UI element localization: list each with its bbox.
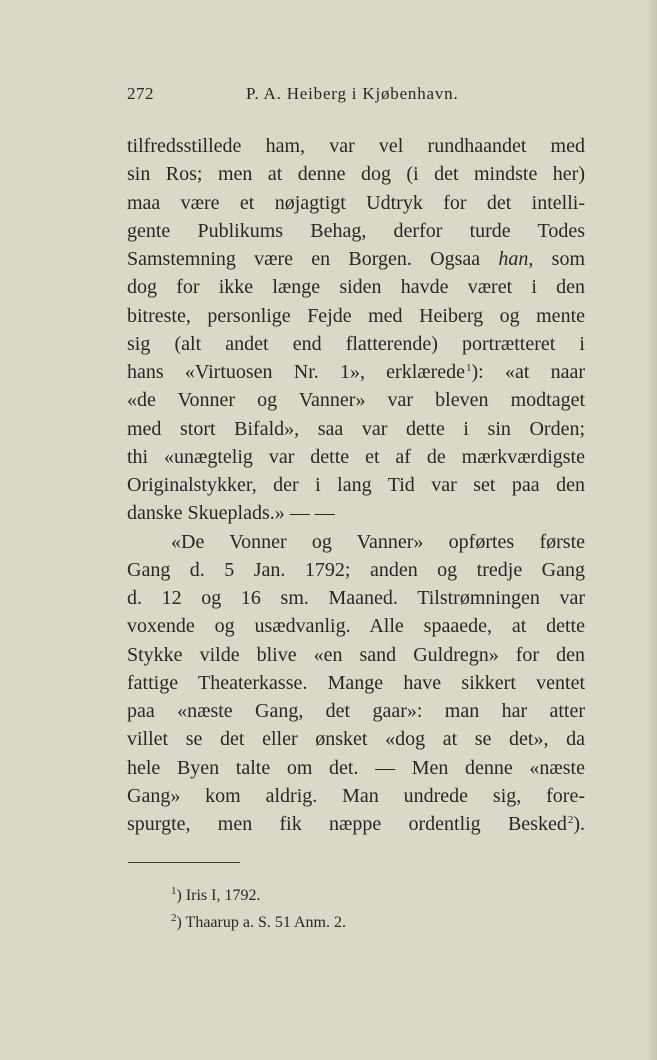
- text-line: Originalstykker, der i lang Tid var set paa den: [127, 474, 585, 496]
- text-line: «De Vonner og Vanner» opførtes første: [171, 530, 585, 553]
- footnote-ref: 1: [466, 362, 472, 374]
- text-line: «de Vonner og Vanner» var bleven modtaget: [127, 389, 585, 412]
- text-fragment: , som: [528, 248, 585, 270]
- text-line: bitreste, personlige Fejde med Heiberg og mente: [127, 304, 585, 327]
- text-line: Stykke vilde blive «en sand Guldregn» for den: [127, 643, 585, 666]
- page-header: [127, 84, 587, 108]
- text-fragment: ).: [573, 813, 585, 835]
- text-line: Gang» kom aldrig. Man undrede sig, fore-: [127, 784, 585, 807]
- footnote-rule: [128, 862, 240, 863]
- text-line: sig (alt andet end flatterende) portrætteret i: [127, 332, 585, 355]
- footnotes: [170, 882, 470, 936]
- footnote-1: $^1$) Iris I, 1792.: [171, 885, 261, 904]
- footnote-2: $^2$) Thaarup a. S. 51 Anm. 2.: [171, 912, 346, 931]
- page-number: 272: [127, 84, 154, 103]
- running-head: P. A. Heiberg i Kjøbenhavn.: [246, 84, 459, 103]
- footnote-text: Iris I, 1792.: [185, 887, 261, 904]
- footnote-ref: 2: [567, 814, 574, 826]
- text-line: gente Publikums Behag, derfor turde Todes: [127, 219, 585, 242]
- text-line: danske Skueplads.» — —: [127, 502, 335, 525]
- text-line: sin Ros; men at denne dog (i det mindste her): [127, 163, 585, 186]
- text-line: thi «unægtelig var dette et af de mærkværdigste: [127, 445, 585, 468]
- text-line: tilfredsstillede ham, var vel rundhaandet med: [127, 135, 585, 157]
- text-line: Gang d. 5 Jan. 1792; anden og tredje Gang: [127, 558, 585, 581]
- text-line: hele Byen talte om det. — Men denne «næste: [127, 756, 585, 779]
- footnote-marker: 1: [171, 885, 177, 897]
- text-fragment: spurgte, men fik næppe ordentlig Besked: [127, 813, 567, 835]
- text-line: med stort Bifald», saa var dette i sin Orden;: [127, 417, 585, 440]
- text-fragment: ): «at naar: [471, 361, 585, 383]
- page-edge: [649, 0, 657, 1060]
- footnote-marker: 2: [171, 912, 177, 924]
- text-line: [127, 358, 585, 386]
- text-line: dog for ikke længe siden havde været i den: [127, 276, 585, 299]
- text-fragment: hans «Virtuosen Nr. 1», erklærede: [127, 361, 466, 383]
- emphasis: han: [498, 248, 529, 270]
- text-line: [127, 810, 585, 838]
- text-line: paa «næste Gang, det gaar»: man har atter: [127, 700, 585, 722]
- text-line: maa være et nøjagtigt Udtryk for det intelli-: [127, 191, 585, 214]
- text-line: [127, 245, 585, 273]
- text-line: villet se det eller ønsket «dog at se det», da: [127, 728, 585, 751]
- text-line: d. 12 og 16 sm. Maaned. Tilstrømningen var: [127, 587, 585, 609]
- body-text: [127, 132, 585, 838]
- text-line: voxende og usædvanlig. Alle spaaede, at dette: [127, 615, 585, 638]
- footnote-text: Thaarup a. S. 51 Anm. 2.: [185, 914, 346, 931]
- text-line: fattige Theaterkasse. Mange have sikkert ventet: [127, 671, 585, 694]
- text-fragment: Samstemning være en Borgen. Ogsaa: [127, 248, 499, 270]
